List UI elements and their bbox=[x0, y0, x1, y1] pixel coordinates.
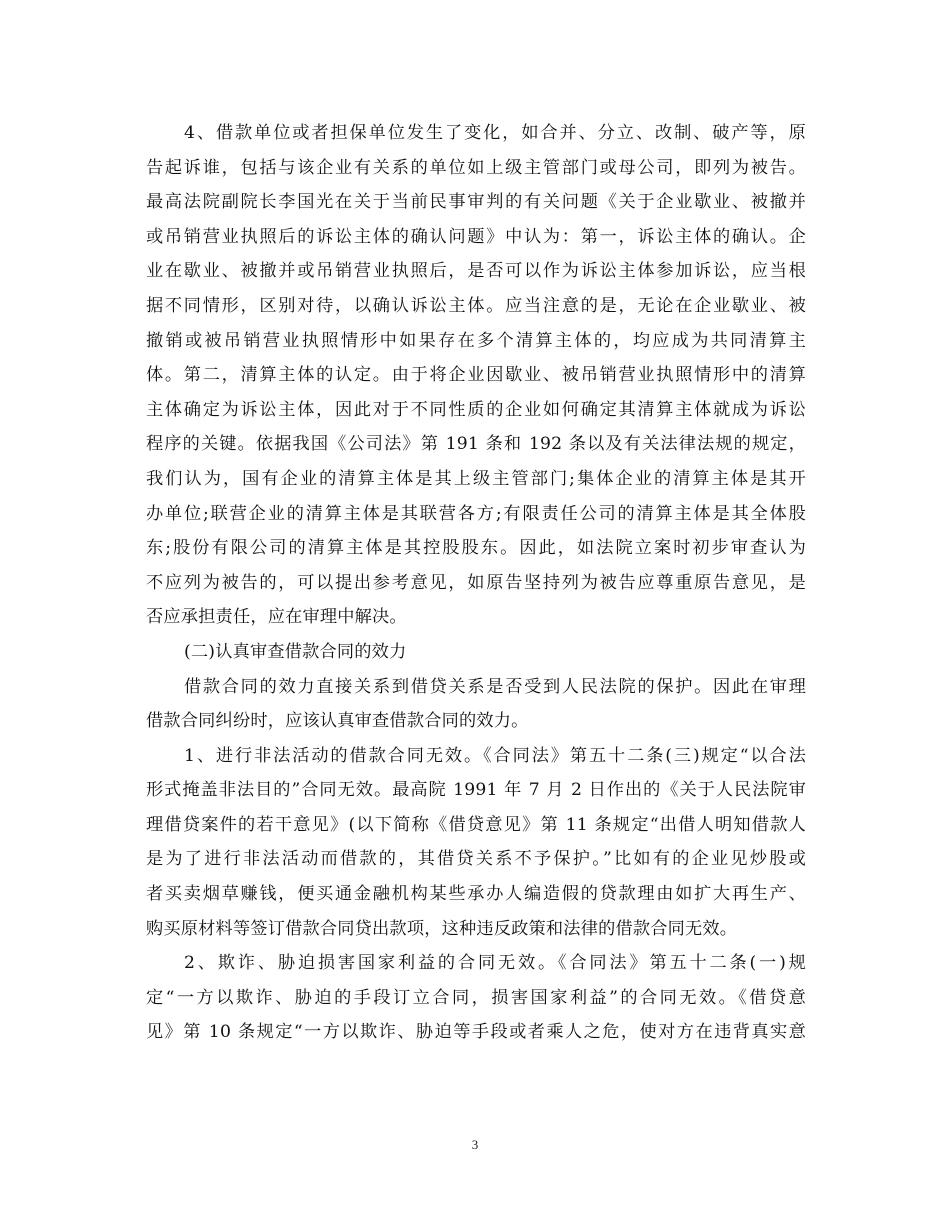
text-line: 东;股份有限公司的清算主体是其控股股东。因此，如法院立案时初步审查认为 bbox=[146, 538, 806, 559]
text-line: 业在歇业、被撤并或吊销营业执照后，是否可以作为诉讼主体参加诉讼，应当根 bbox=[146, 261, 806, 282]
text-line: 购买原材料等签订借款合同贷出款项，这种违反政策和法律的借款合同无效。 bbox=[146, 918, 738, 939]
page-number: 3 bbox=[471, 1137, 479, 1152]
section-heading: (二)认真审查借款合同的效力 bbox=[184, 641, 407, 662]
text-line: 最高法院副院长李国光在关于当前民事审判的有关问题《关于企业歇业、被撤并 bbox=[146, 192, 806, 213]
document-body bbox=[146, 116, 806, 1050]
text-line: 1、进行非法活动的借款合同无效。《合同法》第五十二条(三)规定“以合法 bbox=[184, 745, 806, 766]
text-line: 主体确定为诉讼主体，因此对于不同性质的企业如何确定其清算主体就成为诉讼 bbox=[146, 399, 806, 420]
text-line: 者买卖烟草赚钱，便买通金融机构某些承办人编造假的贷款理由如扩大再生产、 bbox=[146, 884, 806, 905]
text-line: 定“一方以欺诈、胁迫的手段订立合同，损害国家利益”的合同无效。《借贷意 bbox=[146, 987, 806, 1008]
text-line: 否应承担责任，应在审理中解决。 bbox=[146, 607, 407, 628]
text-line: 据不同情形，区别对待，以确认诉讼主体。应当注意的是，无论在企业歇业、被 bbox=[146, 295, 806, 316]
text-line: 借款合同的效力直接关系到借贷关系是否受到人民法院的保护。因此在审理 bbox=[184, 676, 806, 697]
text-line: 体。第二，清算主体的认定。由于将企业因歇业、被吊销营业执照情形中的清算 bbox=[146, 365, 806, 386]
text-line: 理借贷案件的若干意见》(以下简称《借贷意见》第 11 条规定“出借人明知借款人 bbox=[146, 814, 806, 835]
text-line: 或吊销营业执照后的诉讼主体的确认问题》中认为：第一，诉讼主体的确认。企 bbox=[146, 226, 806, 247]
text-line: 程序的关键。依据我国《公司法》第 191 条和 192 条以及有关法律法规的规定， bbox=[146, 434, 806, 455]
text-line: 不应列为被告的，可以提出参考意见，如原告坚持列为被告应尊重原告意见，是 bbox=[146, 572, 806, 593]
text-line: 办单位;联营企业的清算主体是其联营各方;有限责任公司的清算主体是其全体股 bbox=[146, 503, 806, 524]
text-line: 是为了进行非法活动而借款的，其借贷关系不予保护。”比如有的企业见炒股或 bbox=[146, 849, 806, 870]
text-line: 2、欺诈、胁迫损害国家利益的合同无效。《合同法》第五十二条(一)规 bbox=[184, 953, 806, 974]
text-line: 见》第 10 条规定“一方以欺诈、胁迫等手段或者乘人之危，使对方在违背真实意 bbox=[146, 1022, 806, 1043]
text-line: 形式掩盖非法目的”合同无效。最高院 1991 年 7 月 2 日作出的《关于人民法院审 bbox=[146, 780, 806, 801]
text-line: 告起诉谁，包括与该企业有关系的单位如上级主管部门或母公司，即列为被告。 bbox=[146, 157, 806, 178]
text-line: 4、借款单位或者担保单位发生了变化，如合并、分立、改制、破产等，原 bbox=[184, 123, 806, 143]
text-line: 撤销或被吊销营业执照情形中如果存在多个清算主体的，均应成为共同清算主 bbox=[146, 330, 806, 351]
text-line: 我们认为，国有企业的清算主体是其上级主管部门;集体企业的清算主体是其开 bbox=[146, 468, 806, 489]
text-line: 借款合同纠纷时，应该认真审查借款合同的效力。 bbox=[146, 711, 529, 732]
